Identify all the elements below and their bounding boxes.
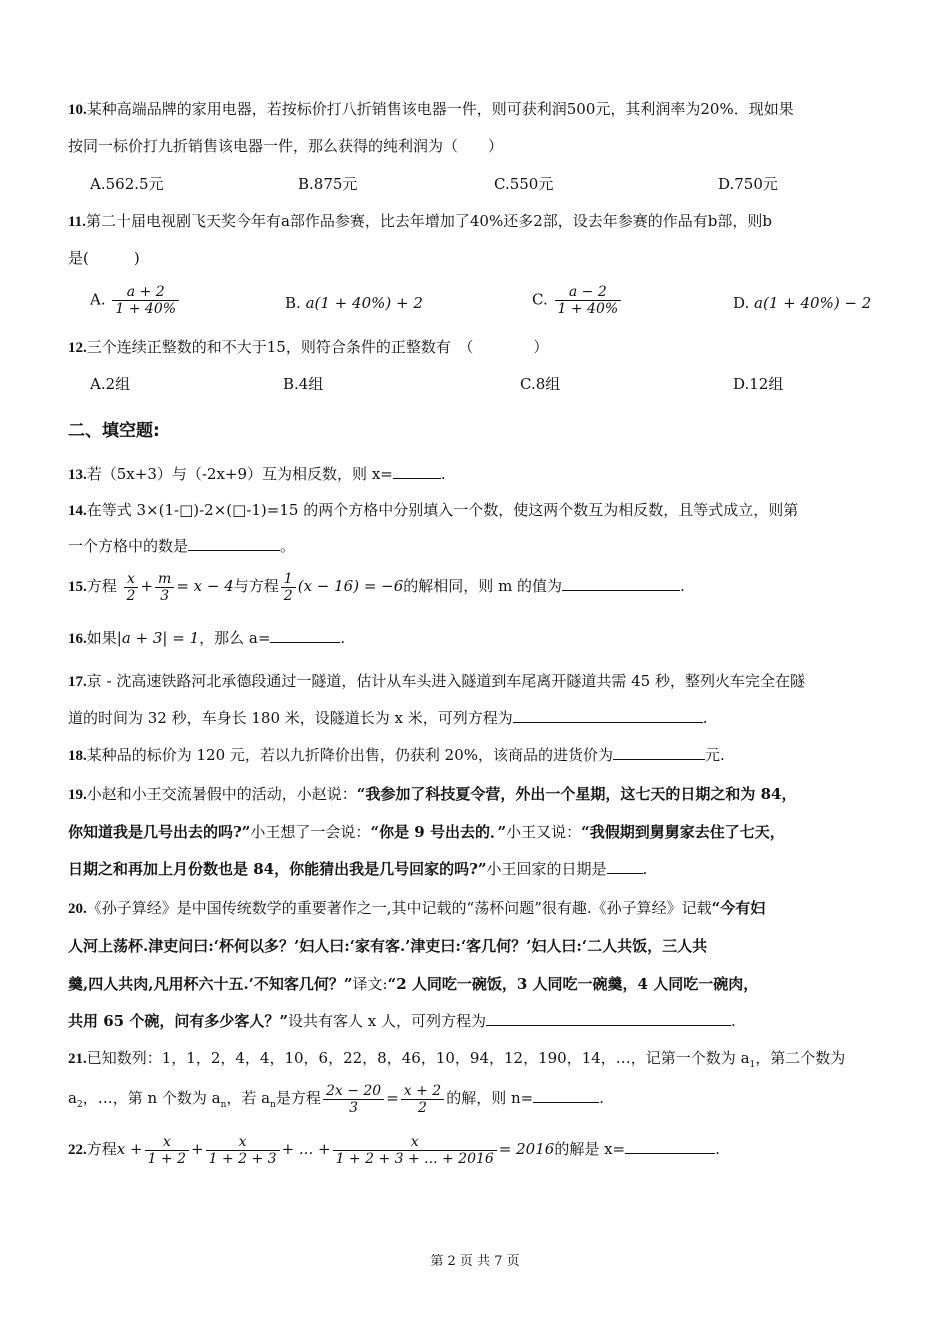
q17-number: 17.	[68, 674, 87, 690]
q16-line: 16.如果|a + 3| = 1，那么 a= .	[68, 629, 346, 647]
q13-number: 13.	[68, 467, 87, 483]
q18-answer-blank[interactable]	[613, 745, 705, 760]
q22-number: 22.	[68, 1142, 87, 1158]
q21-fraction-right: $\frac{x + 2}{2}$	[401, 1083, 444, 1116]
q19-line1: 19.小赵和小王交流暑假中的活动，小赵说：“我参加了科技夏令营，外出一个星期，这七天的日期之和为 84，	[68, 785, 797, 803]
q10-line2: 按同一标价打九折销售该电器一件，那么获得的纯利润为（ ）	[68, 137, 504, 155]
q12-option-c: C.8组	[520, 375, 561, 393]
q15-answer-blank[interactable]	[562, 576, 680, 591]
q17-answer-blank[interactable]	[513, 708, 703, 723]
q20-line3: 羹,四人共肉,凡用杯六十五.’不知客几何？”译文:“2 人同吃一碗饭，3 人同吃一碗羹，4 人同吃一碗肉，	[68, 975, 759, 993]
q20-answer-blank[interactable]	[486, 1011, 731, 1026]
q14-number: 14.	[68, 503, 87, 519]
q22-fraction-3: $\frac{x}{1 + 2 + 3 + ... + 2016}$	[333, 1134, 497, 1167]
q15-number: 15.	[68, 579, 87, 595]
q10-number: 10.	[68, 102, 87, 118]
q11-number: 11.	[68, 214, 86, 230]
q20-number: 20.	[68, 901, 87, 917]
q22-fraction-2: $\frac{x}{1 + 2 + 3}$	[206, 1134, 280, 1167]
section-heading-fill-in: 二、填空题:	[68, 421, 160, 441]
q11-option-c: C. $\frac{a - 2}{1 + 40\%}$	[532, 284, 623, 317]
q17-line2: 道的时间为 32 秒，车身长 180 米，设隧道长为 x 米，可列方程为 .	[68, 709, 708, 727]
q16-answer-blank[interactable]	[270, 628, 340, 643]
q12-line1: 12.三个连续正整数的和不大于15，则符合条件的正整数有 （ ）	[68, 338, 549, 356]
q19-line3: 日期之和再加上月份数也是 84，你能猜出我是几号回家的吗?”小王回家的日期是 .	[68, 860, 648, 878]
q11-option-d: D. a(1 + 40%) − 2	[733, 294, 872, 312]
q15-fraction-x-over-2: $\frac{x}{2}$	[124, 571, 139, 604]
q10-line1: 10.某种高端品牌的家用电器，若按标价打八折销售该电器一件，则可获利润500元，其利润率为20%．现如果	[68, 100, 794, 118]
q22-answer-blank[interactable]	[625, 1139, 715, 1154]
q13-line: 13.若（5x+3）与（-2x+9）互为相反数，则 x= .	[68, 465, 446, 483]
q15-fraction-m-over-3: $\frac{m}{3}$	[155, 571, 174, 604]
page-footer: 第 2 页 共 7 页	[430, 1254, 520, 1269]
q14-line1: 14.在等式 3×(1-□)-2×(□-1)=15 的两个方格中分别填入一个数，使这两个数互为相反数，且等式成立，则第	[68, 501, 799, 519]
q20-line4: 共用 65 个碗，问有多少客人？”设共有客人 x 人，可列方程为 .	[68, 1012, 736, 1030]
q21-answer-blank[interactable]	[533, 1088, 599, 1103]
q17-line1: 17.京 - 沈高速铁路河北承德段通过一隧道，估计从车头进入隧道到车尾离开隧道共需 45 秒，整列火车完全在隧	[68, 672, 805, 690]
q19-answer-blank[interactable]	[607, 859, 643, 874]
q18-number: 18.	[68, 748, 87, 764]
q21-line2: $a_2$，…，第 n 个数为 $a_n$，若 $a_n$是方程 $\frac{2x - 20}{3}$ = $\frac{x + 2}{2}$ 的解，则 n= .	[68, 1082, 604, 1116]
q22-line: 22.方程x + $\frac{x}{1 + 2}$ + $\frac{x}{1 + 2 + 3}$ + ... + $\frac{x}{1 + 2 + 3 + ... + 2016}$ = 2016的解是 x= .	[68, 1133, 720, 1167]
q10-option-b: B.875元	[298, 175, 358, 193]
q19-number: 19.	[68, 787, 87, 803]
q16-number: 16.	[68, 631, 87, 647]
q10-option-d: D.750元	[718, 175, 778, 193]
q11-line2: 是( )	[68, 249, 140, 267]
q20-line1: 20.《孙子算经》是中国传统数学的重要著作之一,其中记载的“荡杯问题”很有趣.《孙子算经》记载“今有妇	[68, 899, 766, 917]
q22-fraction-1: $\frac{x}{1 + 2}$	[145, 1134, 189, 1167]
q10-option-a: A.562.5元	[90, 175, 164, 193]
q13-answer-blank[interactable]	[393, 464, 441, 479]
q15-line: 15.方程 $\frac{x}{2}$ + $\frac{m}{3}$ = x − 4与方程 $\frac{1}{2}$ (x − 16) = −6的解相同，则 m 的值为 .	[68, 570, 685, 604]
q11-option-a-fraction: $\frac{a + 2}{1 + 40\%}$	[112, 284, 179, 317]
q12-option-d: D.12组	[733, 375, 784, 393]
q11-line1: 11.第二十届电视剧飞天奖今年有a部作品参赛，比去年增加了40%还多2部，设去年参赛的作品有b部，则b	[68, 212, 772, 230]
q11-option-b: B. a(1 + 40%) + 2	[285, 294, 423, 312]
q12-number: 12.	[68, 340, 87, 356]
q21-fraction-left: $\frac{2x - 20}{3}$	[323, 1083, 384, 1116]
q14-line2: 一个方格中的数是 。	[68, 537, 296, 555]
q21-line1: 21.已知数列：1，1，2，4，4，10，6，22，8，46，10，94，12，190，14，…，记第一个数为 $a_1$，第二个数为	[68, 1049, 846, 1070]
q18-line: 18.某种品的标价为 120 元，若以九折降价出售，仍获利 20%，该商品的进货价为 元.	[68, 746, 725, 764]
q11-option-a: A. $\frac{a + 2}{1 + 40\%}$	[90, 284, 181, 317]
q10-option-c: C.550元	[494, 175, 554, 193]
q19-line2: 你知道我是几号出去的吗?”小王想了一会说：“你是 9 号出去的．”小王又说：“我假期到舅舅家去住了七天，	[68, 823, 785, 841]
q14-answer-blank[interactable]	[188, 536, 280, 551]
q21-number: 21.	[68, 1051, 87, 1067]
q20-line2: 人河上荡杯.津吏问曰:‘杯何以多？’妇人曰:‘家有客.’津吏曰:‘客几何？’妇人曰:‘二人共饭，三人共	[68, 937, 708, 955]
q12-option-b: B.4组	[283, 375, 324, 393]
q12-option-a: A.2组	[90, 375, 131, 393]
q15-fraction-one-half: $\frac{1}{2}$	[281, 571, 296, 604]
q11-option-c-fraction: $\frac{a - 2}{1 + 40\%}$	[555, 284, 622, 317]
